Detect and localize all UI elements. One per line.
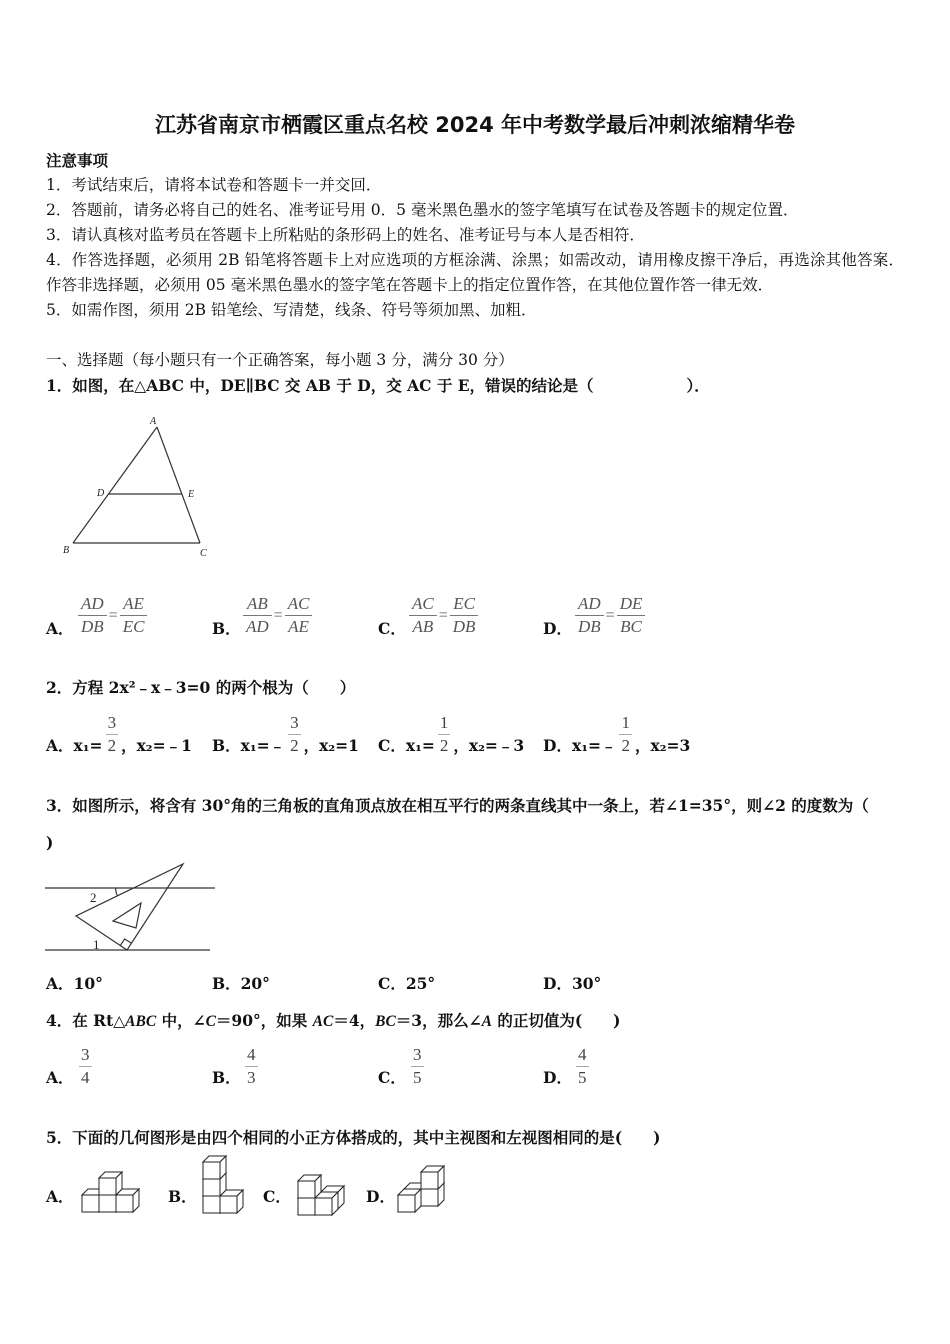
denominator: AE: [288, 617, 309, 636]
fraction: [288, 712, 301, 757]
cube: [99, 1172, 122, 1195]
option-b-expression: [243, 594, 312, 637]
option-c-expression: [409, 594, 478, 637]
equals-sign: =: [438, 606, 448, 624]
denominator: EC: [122, 617, 145, 636]
stem-italic-text: ABC: [125, 1013, 157, 1030]
page-title: 江苏省南京市栖霞区重点名校 2024 年中考数学最后冲刺浓缩精华卷: [154, 113, 796, 137]
numerator: DE: [617, 594, 646, 616]
right-angle-mark: [120, 939, 131, 946]
stem-italic-text: BC: [375, 1013, 396, 1030]
cube-front-face: [421, 1189, 438, 1206]
option-label: B．: [212, 1068, 241, 1087]
denominator: AB: [412, 617, 434, 636]
numerator: AD: [78, 594, 107, 616]
cube: [398, 1189, 421, 1212]
question-1-stem: 1．如图，在△ABC 中，DE∥BC 交 AB 于 D，交 AC 于 E，错误的结论是（ ）．: [46, 376, 710, 395]
root-x1-prefix: x₁=: [73, 736, 103, 755]
denominator: 2: [107, 736, 117, 755]
equals-sign: =: [108, 606, 118, 624]
fraction: [120, 594, 148, 637]
fraction: [78, 594, 107, 637]
fraction: [243, 594, 272, 637]
question-2-stem: 2．方程 2x²﹣x﹣3=0 的两个根为（ ）: [46, 678, 356, 697]
cube: [116, 1189, 139, 1212]
cube-front-face: [99, 1178, 116, 1195]
equals-sign: =: [605, 606, 615, 624]
cube: [220, 1190, 243, 1213]
root-x2: ，x₂=3: [634, 736, 691, 755]
fraction: [245, 1044, 258, 1089]
numerator: 4: [576, 1044, 589, 1067]
cube-front-face: [203, 1196, 220, 1213]
option-d-expression: [575, 594, 645, 637]
cube: [298, 1175, 321, 1198]
fraction: [575, 594, 604, 637]
option-label: A．: [46, 1068, 74, 1087]
option-value: 10°: [73, 974, 103, 993]
question-3-option-b: [212, 971, 270, 996]
root-x1-prefix: x₁=﹣: [571, 736, 617, 755]
numerator: 3: [288, 712, 301, 735]
root-x2: ，x₂=1: [303, 736, 359, 755]
numerator: 3: [106, 712, 119, 735]
cube-front-face: [99, 1195, 116, 1212]
stem-text: 的正切值为( ): [491, 1011, 621, 1030]
numerator: AD: [575, 594, 604, 616]
option-label: D．: [543, 736, 572, 755]
side-ac: [157, 427, 200, 543]
cube-front-face: [116, 1195, 133, 1212]
vertex-label-c: C: [200, 548, 207, 559]
side-ab: [73, 427, 157, 543]
denominator: 2: [439, 736, 449, 755]
stem-italic-text: A: [481, 1013, 492, 1030]
stem-text: 中，∠: [156, 1011, 206, 1030]
question-5-option-a-label: A．: [46, 1187, 74, 1206]
equals-sign: =: [273, 606, 283, 624]
cube-front-face: [398, 1195, 415, 1212]
denominator: 5: [413, 1068, 422, 1087]
question-5-option-c-label: C．: [263, 1187, 291, 1206]
numerator: 3: [79, 1044, 92, 1067]
notice-item-2: 2．答题前，请务必将自己的姓名、准考证号用 0．5 毫米黑色墨水的签字笔填写在试卷及答题卡的规定位置．: [46, 201, 799, 219]
root-x1-prefix: x₁=﹣: [240, 736, 286, 755]
angle-2-label: 2: [90, 890, 97, 905]
question-5-stem: 5．下面的几何图形是由四个相同的小正方体搭成的，其中主视图和左视图相同的是( ): [46, 1128, 661, 1147]
denominator: 4: [81, 1068, 90, 1087]
angle-2-arc: [116, 888, 118, 896]
cube: [315, 1192, 338, 1215]
cube-front-face: [82, 1195, 99, 1212]
root-x2: ，x₂=﹣3: [453, 736, 525, 755]
question-4-option-d: [543, 1043, 592, 1089]
numerator: 1: [619, 712, 632, 735]
denominator: 5: [578, 1068, 587, 1087]
stem-text: ＝3，那么∠: [395, 1011, 482, 1030]
question-2-option-a: [46, 711, 192, 757]
option-value: 30°: [571, 974, 602, 993]
stem-text: ＝90°，如果: [215, 1011, 313, 1030]
fraction: [79, 1044, 92, 1089]
question-3-stem-end: ): [46, 833, 54, 852]
vertex-label-a: A: [150, 416, 157, 427]
denominator: 2: [621, 736, 630, 755]
fraction: [576, 1044, 589, 1089]
option-value: 20°: [240, 974, 270, 993]
fraction: [106, 712, 119, 757]
numerator: AC: [285, 594, 313, 616]
question-5-option-b-label: B．: [168, 1187, 197, 1206]
numerator: AB: [243, 594, 272, 616]
stem-text: 4．在 Rt△: [46, 1011, 126, 1030]
option-b-cube-figure: [199, 1150, 249, 1216]
fraction: [617, 594, 646, 637]
question-2-option-d: [543, 711, 690, 757]
section-title: 一、选择题（每小题只有一个正确答案，每小题 3 分，满分 30 分）: [46, 351, 514, 369]
cube-front-face: [220, 1196, 237, 1213]
option-label: C．: [378, 974, 406, 993]
question-4-option-b: [212, 1043, 261, 1089]
denominator: DB: [81, 617, 104, 636]
option-label: B．: [212, 736, 241, 755]
fraction: [438, 712, 451, 757]
numerator: AC: [409, 594, 437, 616]
option-a-expression: [78, 594, 147, 637]
option-a-cube-figure: [78, 1165, 144, 1217]
notice-item-1: 1．考试结束后，请将本试卷和答题卡一并交回．: [46, 176, 382, 194]
fraction: [411, 1044, 424, 1089]
question-2-option-c: [378, 711, 524, 757]
notice-heading: 注意事项: [46, 151, 109, 170]
option-label: D．: [543, 974, 572, 993]
notice-item-5: 5．如需作图，须用 2B 铅笔绘、写清楚，线条、符号等须加黑、加粗．: [46, 301, 537, 319]
option-c-cube-figure: [294, 1165, 350, 1219]
option-c-label: C．: [378, 619, 406, 638]
question-4-option-a: [46, 1043, 95, 1089]
cube-front-face: [203, 1162, 220, 1179]
root-x1-prefix: x₁=: [405, 736, 435, 755]
option-label: C．: [378, 1068, 406, 1087]
question-3-option-d: [543, 971, 601, 996]
option-label: D．: [543, 1068, 572, 1087]
numerator: AE: [120, 594, 148, 616]
denominator: BC: [620, 617, 642, 636]
question-1-triangle-figure: [60, 410, 220, 560]
numerator: 1: [438, 712, 451, 735]
question-5-option-d-label: D．: [366, 1187, 395, 1206]
cube: [203, 1156, 226, 1179]
root-x2: ，x₂=﹣1: [121, 736, 192, 755]
option-label: A．: [46, 736, 74, 755]
question-3-parallel-lines-figure: [40, 855, 220, 960]
option-value: 25°: [405, 974, 436, 993]
notice-item-4: 4．作答选择题，必须用 2B 铅笔将答题卡上对应选项的方框涂满、涂黑；如需改动，请用橡皮擦干净后，再选涂其他答案．作答非选择题，必须用 05 毫米黑色墨水的签字笔在答题卡上的指定位置作答，在其他位置作答一律无效．: [46, 251, 904, 294]
denominator: 3: [247, 1068, 256, 1087]
fraction: [450, 594, 479, 637]
stem-text: ＝4，: [333, 1011, 376, 1030]
numerator: EC: [450, 594, 479, 616]
cube-front-face: [298, 1181, 315, 1198]
cube: [421, 1166, 444, 1189]
question-3-stem: 3．如图所示，将含有 30°角的三角板的直角顶点放在相互平行的两条直线其中一条上，若∠1=35°，则∠2 的度数为（: [46, 796, 869, 815]
option-d-cube-figure: [394, 1160, 450, 1216]
question-3-option-a: [46, 971, 103, 996]
denominator: DB: [452, 617, 476, 636]
denominator: 2: [290, 736, 299, 755]
stem-italic-text: C: [205, 1013, 216, 1030]
fraction: [409, 594, 437, 637]
point-label-d: D: [97, 488, 105, 499]
denominator: AD: [246, 617, 269, 636]
numerator: 4: [245, 1044, 258, 1067]
option-b-label: B．: [212, 619, 241, 638]
question-4-stem: [46, 1008, 906, 1034]
cube-front-face: [421, 1172, 438, 1189]
fraction: [619, 712, 632, 757]
stem-italic-text: AC: [312, 1013, 334, 1030]
cube-front-face: [203, 1179, 220, 1196]
question-2-option-b: [212, 711, 359, 757]
question-4-option-c: [378, 1043, 427, 1089]
numerator: 3: [411, 1044, 424, 1067]
option-label: C．: [378, 736, 406, 755]
option-a-label: A．: [46, 619, 74, 638]
question-3-option-c: [378, 971, 435, 996]
option-d-label: D．: [543, 619, 572, 638]
cube-front-face: [298, 1198, 315, 1215]
point-label-e: E: [188, 489, 195, 500]
notice-item-3: 3．请认真核对监考员在答题卡上所粘贴的条形码上的姓名、准考证号与本人是否相符．: [46, 226, 645, 244]
set-square-inner-hole: [113, 903, 141, 928]
fraction: [285, 594, 313, 637]
cube-front-face: [315, 1198, 332, 1215]
vertex-label-b: B: [63, 545, 70, 556]
denominator: DB: [578, 617, 601, 636]
option-label: A．: [46, 974, 74, 993]
angle-1-label: 1: [93, 937, 100, 952]
option-label: B．: [212, 974, 241, 993]
